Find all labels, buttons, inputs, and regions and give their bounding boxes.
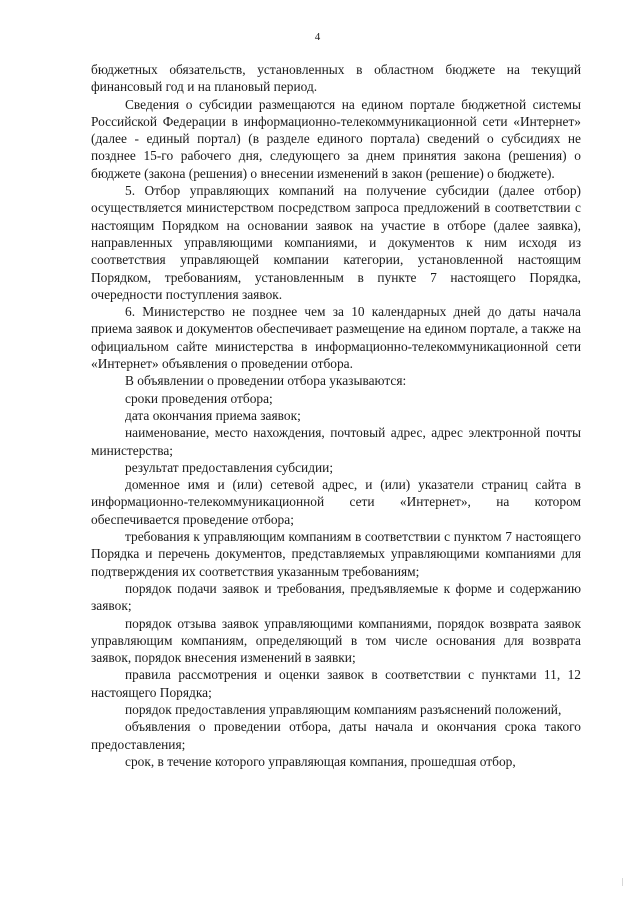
list-item: объявления о проведении отбора, даты начала и окончания срока такого предоставления; — [91, 719, 581, 752]
list-item: наименование, место нахождения, почтовый адрес, адрес электронной почты министерства; — [91, 425, 581, 458]
list-item: срок, в течение которого управляющая компания, прошедшая отбор, — [125, 753, 516, 769]
paragraph: В объявлении о проведении отбора указываются: — [125, 373, 407, 389]
list-item: правила рассмотрения и оценки заявок в соответствии с пунктами 11, 12 настоящего Порядка; — [91, 667, 581, 700]
paragraph: 6. Министерство не позднее чем за 10 календарных дней до даты начала приема заявок и документов обеспечивает размещение на едином портале, а также на официальном сайте министерства в информационно-телекоммуникационной сети «Интернет» объявления о проведении отбора. — [91, 304, 581, 372]
list-item: сроки проведения отбора; — [125, 390, 273, 406]
paragraph: бюджетных обязательств, установленных в областном бюджете на текущий финансовый год и на плановый период. — [91, 62, 581, 95]
scan-mark — [622, 878, 623, 886]
paragraph: Сведения о субсидии размещаются на едином портале бюджетной системы Российской Федерации в информационно-телекоммуникационной сети «Интернет» (далее - единый портал) (в разделе единого портала) сведений о субсидиях не позднее 15-го рабочего дня, следующего за днем принятия закона (решения) о бюджете (закона (решения) о внесении изменений в закон (решение) о бюджете). — [91, 96, 581, 181]
page-number: 4 — [314, 31, 321, 43]
list-item: дата окончания приема заявок; — [125, 407, 301, 423]
list-item: доменное имя и (или) сетевой адрес, и (или) указатели страниц сайта в информационно-телекоммуникационной сети «Интернет», на котором обеспечивается проведение отбора; — [91, 477, 581, 527]
list-item: результат предоставления субсидии; — [125, 459, 334, 475]
list-item: требования к управляющим компаниям в соответствии с пунктом 7 настоящего Порядка и перечень документов, представляемых управляющими компаниями для подтверждения их соответствия указанным требованиям; — [91, 529, 581, 579]
list-item: порядок отзыва заявок управляющими компаниями, порядок возврата заявок управляющим компаниям, определяющий в том числе основания для возврата заявок, порядок внесения изменений в заявки; — [91, 615, 581, 666]
paragraph: 5. Отбор управляющих компаний на получение субсидии (далее отбор) осуществляется министерством посредством запроса предложений в соответствии с настоящим Порядком на основании заявок на участие в отборе (далее заявка), направленных управляющими компаниями, и документов к ним исходя из соответствия управляющей компании категории, установленной настоящим Порядком, требованиям, установленным в пункте 7 настоящего Порядка, очередности поступления заявок. — [91, 183, 581, 302]
list-item: порядок подачи заявок и требования, предъявляемые к форме и содержанию заявок; — [91, 580, 581, 614]
list-item: порядок предоставления управляющим компаниям разъяснений положений, — [125, 701, 562, 717]
document-body — [91, 61, 581, 770]
